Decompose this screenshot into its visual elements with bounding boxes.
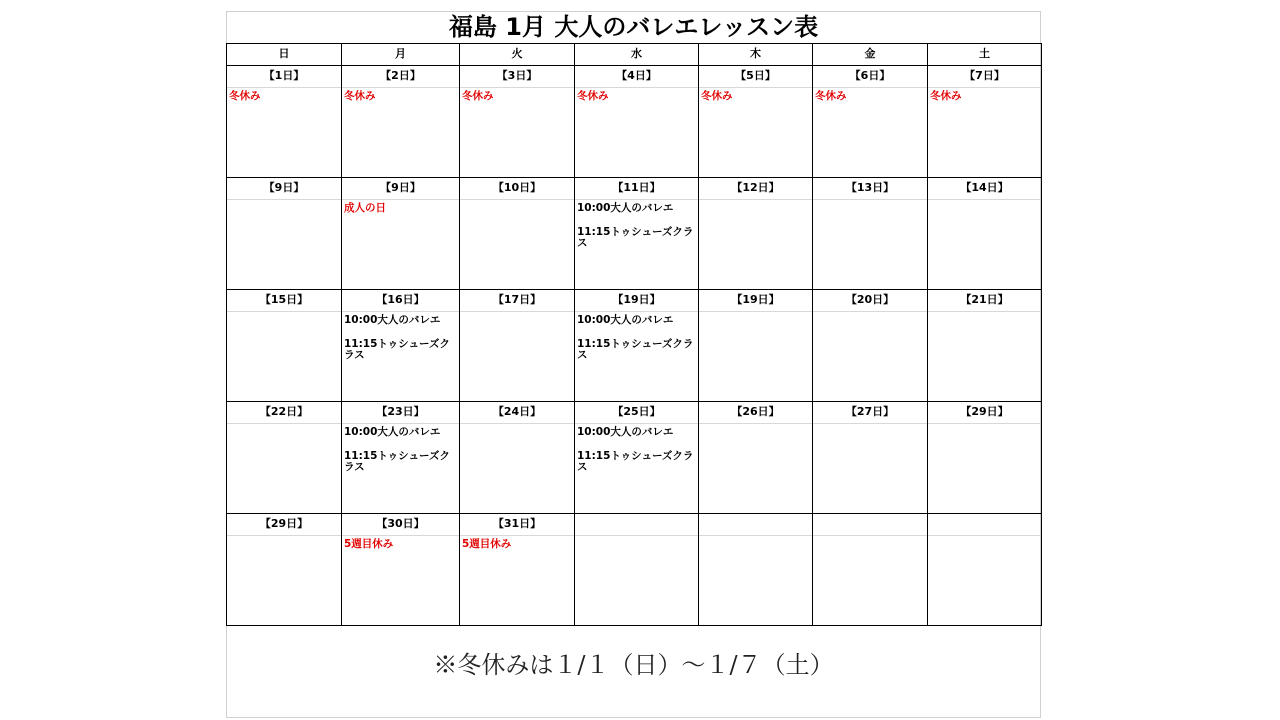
day-cell: [460, 290, 575, 402]
day-notes: [342, 312, 459, 361]
day-label: 【2日】: [342, 66, 459, 88]
day-notes: [460, 312, 574, 315]
lesson-note: 11:15トゥシューズクラス: [344, 450, 450, 473]
holiday-note: 冬休み: [701, 90, 733, 102]
day-cell: [699, 178, 813, 290]
day-label: 【20日】: [813, 290, 927, 312]
day-cell: [928, 290, 1042, 402]
day-cell: [813, 402, 928, 514]
day-cell: [460, 514, 575, 626]
day-label: 【24日】: [460, 402, 574, 424]
day-notes: [699, 312, 812, 315]
day-notes: [342, 536, 459, 550]
lesson-note: 11:15トゥシューズクラス: [577, 450, 694, 473]
day-cell: [928, 514, 1042, 626]
day-label: 【7日】: [928, 66, 1041, 88]
day-label: [575, 514, 698, 536]
weekday-header-row: [227, 44, 1042, 66]
winter-break-note: ※冬休みは１/１（日）〜１/７（土）: [433, 651, 834, 679]
day-cell: [928, 66, 1042, 178]
day-label: 【14日】: [928, 178, 1041, 200]
holiday-note: 5週目休み: [344, 538, 394, 550]
day-cell: [699, 66, 813, 178]
day-notes: [460, 88, 574, 102]
day-notes: [342, 88, 459, 102]
weekday-tue: 火: [460, 44, 575, 66]
lesson-note: 10:00大人のバレエ: [344, 426, 441, 438]
holiday-note: 冬休み: [930, 90, 962, 102]
day-label: 【27日】: [813, 402, 927, 424]
day-cell: [227, 66, 342, 178]
day-cell: [460, 66, 575, 178]
day-notes: [575, 312, 698, 361]
holiday-note: 5週目休み: [462, 538, 512, 550]
day-notes: [575, 536, 698, 539]
day-notes: [699, 200, 812, 203]
day-notes: [342, 424, 459, 473]
day-label: 【3日】: [460, 66, 574, 88]
day-cell: [342, 178, 460, 290]
lesson-note: 10:00大人のバレエ: [577, 426, 674, 438]
day-cell: [342, 290, 460, 402]
day-label: 【4日】: [575, 66, 698, 88]
day-notes: [460, 536, 574, 550]
weekday-fri: 金: [813, 44, 928, 66]
holiday-note: 冬休み: [344, 90, 376, 102]
week-row: [227, 402, 1042, 514]
day-notes: [227, 88, 341, 102]
weekday-wed: 水: [575, 44, 699, 66]
day-notes: [575, 200, 698, 249]
lesson-note: 10:00大人のバレエ: [344, 314, 441, 326]
day-label: 【19日】: [575, 290, 698, 312]
day-notes: [813, 88, 927, 102]
holiday-note: 成人の日: [344, 202, 386, 214]
weekday-mon: 月: [342, 44, 460, 66]
lesson-note: 10:00大人のバレエ: [577, 314, 674, 326]
day-notes: [813, 536, 927, 539]
day-notes: [575, 424, 698, 473]
day-cell: [575, 402, 699, 514]
week-row: [227, 514, 1042, 626]
day-label: 【21日】: [928, 290, 1041, 312]
holiday-note: 冬休み: [462, 90, 494, 102]
day-label: 【29日】: [928, 402, 1041, 424]
day-cell: [813, 290, 928, 402]
week-row: [227, 290, 1042, 402]
weekday-sat: 土: [928, 44, 1042, 66]
day-label: 【13日】: [813, 178, 927, 200]
day-label: 【19日】: [699, 290, 812, 312]
day-cell: [928, 402, 1042, 514]
day-cell: [813, 178, 928, 290]
day-cell: [699, 290, 813, 402]
day-label: 【9日】: [342, 178, 459, 200]
day-notes: [813, 200, 927, 203]
day-notes: [928, 200, 1041, 203]
day-notes: [699, 536, 812, 539]
day-cell: [575, 66, 699, 178]
day-label: [699, 514, 812, 536]
calendar-body: [227, 66, 1042, 626]
lesson-note: 11:15トゥシューズクラス: [577, 338, 694, 361]
day-notes: [227, 536, 341, 539]
day-label: 【16日】: [342, 290, 459, 312]
day-notes: [699, 424, 812, 427]
day-label: 【15日】: [227, 290, 341, 312]
day-cell: [227, 514, 342, 626]
holiday-note: 冬休み: [229, 90, 261, 102]
day-cell: [813, 66, 928, 178]
day-label: 【5日】: [699, 66, 812, 88]
day-label: 【10日】: [460, 178, 574, 200]
day-label: 【25日】: [575, 402, 698, 424]
day-cell: [227, 290, 342, 402]
lesson-note: 11:15トゥシューズクラス: [577, 226, 694, 249]
day-label: 【29日】: [227, 514, 341, 536]
week-row: [227, 178, 1042, 290]
day-notes: [227, 312, 341, 315]
lesson-note: 10:00大人のバレエ: [577, 202, 674, 214]
day-label: [813, 514, 927, 536]
day-notes: [928, 424, 1041, 427]
day-notes: [928, 88, 1041, 102]
day-label: 【9日】: [227, 178, 341, 200]
day-cell: [227, 178, 342, 290]
day-notes: [342, 200, 459, 214]
day-cell: [575, 514, 699, 626]
day-cell: [928, 178, 1042, 290]
day-cell: [460, 402, 575, 514]
day-cell: [342, 514, 460, 626]
week-row: [227, 66, 1042, 178]
day-label: 【26日】: [699, 402, 812, 424]
day-label: 【30日】: [342, 514, 459, 536]
weekday-thu: 木: [699, 44, 813, 66]
day-label: 【23日】: [342, 402, 459, 424]
day-cell: [460, 178, 575, 290]
day-label: 【1日】: [227, 66, 341, 88]
day-notes: [699, 88, 812, 102]
lesson-note: 11:15トゥシューズクラス: [344, 338, 450, 361]
day-label: 【22日】: [227, 402, 341, 424]
day-label: [928, 514, 1041, 536]
day-notes: [460, 424, 574, 427]
day-cell: [342, 402, 460, 514]
day-label: 【12日】: [699, 178, 812, 200]
day-notes: [227, 200, 341, 203]
day-cell: [575, 178, 699, 290]
day-notes: [928, 312, 1041, 315]
holiday-note: 冬休み: [577, 90, 609, 102]
day-label: 【17日】: [460, 290, 574, 312]
day-cell: [342, 66, 460, 178]
page-title: 福島 1月 大人のバレエレッスン表: [448, 13, 819, 41]
weekday-sun: 日: [227, 44, 342, 66]
day-cell: [699, 402, 813, 514]
day-notes: [928, 536, 1041, 539]
day-cell: [813, 514, 928, 626]
day-label: 【6日】: [813, 66, 927, 88]
holiday-note: 冬休み: [815, 90, 847, 102]
day-cell: [699, 514, 813, 626]
day-notes: [813, 424, 927, 427]
day-notes: [813, 312, 927, 315]
day-label: 【31日】: [460, 514, 574, 536]
calendar-table: [226, 43, 1042, 626]
day-cell: [227, 402, 342, 514]
day-cell: [575, 290, 699, 402]
day-label: 【11日】: [575, 178, 698, 200]
day-notes: [575, 88, 698, 102]
day-notes: [227, 424, 341, 427]
day-notes: [460, 200, 574, 203]
